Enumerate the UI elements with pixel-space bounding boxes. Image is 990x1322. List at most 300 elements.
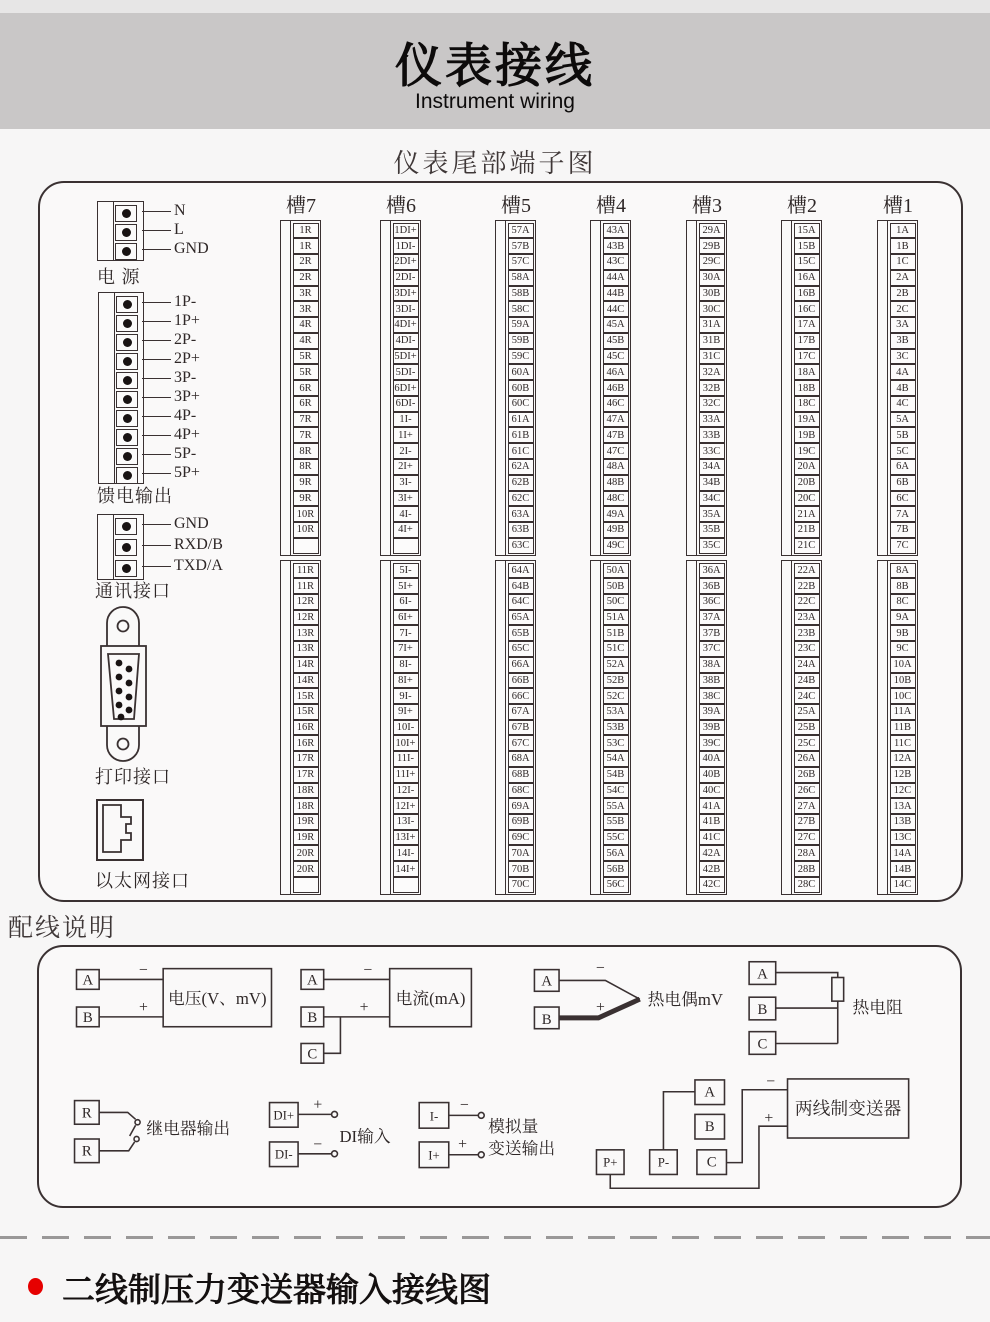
terminal-cells bbox=[603, 563, 629, 893]
page-title: 仪表接线 bbox=[395, 39, 595, 92]
terminal-cell: 35C bbox=[699, 538, 725, 554]
terminal-cell: 4I- bbox=[393, 506, 419, 522]
thermocouple-label: 热电偶mV bbox=[647, 990, 723, 1010]
terminal-cell: 17R bbox=[293, 767, 319, 783]
terminal-cell: 44A bbox=[603, 270, 629, 286]
terminal-cell: 14R bbox=[293, 673, 319, 689]
red-bullet-icon bbox=[28, 1278, 43, 1295]
terminal-cell: 54A bbox=[603, 751, 629, 767]
analog-out-label-1: 模拟量 bbox=[488, 1117, 539, 1137]
terminal-cell: 30B bbox=[699, 286, 725, 302]
terminal-cell: 47B bbox=[603, 427, 629, 443]
terminal-cell: 19R bbox=[293, 814, 319, 830]
terminal-cell: 6I+ bbox=[393, 610, 419, 626]
terminal-cell-blank bbox=[293, 538, 319, 554]
terminal-cell: 10C bbox=[890, 688, 916, 704]
terminal-cell: 58A bbox=[508, 270, 534, 286]
terminal-label: A bbox=[757, 966, 768, 983]
footer-heading: 二线制压力变送器输入接线图 bbox=[62, 1271, 491, 1308]
terminal-cell: 68B bbox=[508, 767, 534, 783]
wire bbox=[142, 435, 171, 437]
connector-pin bbox=[116, 410, 138, 427]
terminal-block bbox=[495, 560, 536, 895]
terminal-cell: 57C bbox=[508, 254, 534, 270]
open-terminal bbox=[332, 1151, 338, 1157]
wire bbox=[324, 1017, 341, 1053]
terminal-cell: 27A bbox=[794, 798, 820, 814]
terminal-cell: 7B bbox=[890, 522, 916, 538]
terminal-diagram-panel bbox=[38, 181, 963, 902]
terminal-cell: 27C bbox=[794, 830, 820, 846]
pin-dot-icon bbox=[123, 376, 132, 385]
terminal-cell: 4B bbox=[890, 380, 916, 396]
db9-connector-icon bbox=[95, 605, 155, 765]
terminal-cell: 6B bbox=[890, 475, 916, 491]
terminal-cell: 5I+ bbox=[393, 578, 419, 594]
terminal-block bbox=[590, 220, 631, 556]
terminal-cell: 17B bbox=[794, 333, 820, 349]
terminal-cell: 3R bbox=[293, 301, 319, 317]
terminal-label: C bbox=[307, 1046, 318, 1063]
terminal-cell: 3A bbox=[890, 317, 916, 333]
terminal-rail bbox=[696, 561, 697, 894]
transmitter-box-label: 两线制变送器 bbox=[794, 1098, 902, 1119]
terminal-cell: 21C bbox=[794, 538, 820, 554]
terminal-cell: 60B bbox=[508, 380, 534, 396]
terminal-cell: 11C bbox=[890, 735, 916, 751]
terminal-cell: 52C bbox=[603, 688, 629, 704]
terminal-cell: 20C bbox=[794, 491, 820, 507]
connector-terminal-label: 4P- bbox=[174, 406, 197, 424]
connector-terminal-label: N bbox=[174, 201, 186, 219]
terminal-cell: 12C bbox=[890, 783, 916, 799]
terminal-cell: 10R bbox=[293, 506, 319, 522]
terminal-cell: 33B bbox=[699, 427, 725, 443]
terminal-cell: 6DI+ bbox=[393, 380, 419, 396]
terminal-cells bbox=[699, 223, 725, 554]
rtd-label: 热电阻 bbox=[852, 997, 903, 1017]
terminal-cell: 17R bbox=[293, 751, 319, 767]
terminal-cell: 62B bbox=[508, 475, 534, 491]
terminal-rail bbox=[791, 561, 792, 894]
terminal-cell: 67B bbox=[508, 720, 534, 736]
terminal-cell: 53B bbox=[603, 720, 629, 736]
connector-terminal-label: TXD/A bbox=[174, 556, 223, 574]
terminal-cell: 36B bbox=[699, 578, 725, 594]
wire bbox=[142, 545, 171, 547]
terminal-cell: 1A bbox=[890, 223, 916, 239]
connector-terminal-label: 3P- bbox=[174, 368, 197, 386]
terminal-cell: 13R bbox=[293, 641, 319, 657]
terminal-cell: 56A bbox=[603, 845, 629, 861]
voltage-box-label: 电压(V、mV) bbox=[168, 989, 267, 1009]
connector-terminal-label: 1P+ bbox=[174, 311, 200, 329]
terminal-label: I+ bbox=[428, 1148, 440, 1163]
pin-dot-icon bbox=[122, 228, 131, 237]
terminal-cell: 9R bbox=[293, 475, 319, 491]
terminal-cell: 46A bbox=[603, 364, 629, 380]
terminal-cell: 46C bbox=[603, 396, 629, 412]
polarity-plus: + bbox=[359, 998, 369, 1016]
terminal-cell: 55C bbox=[603, 830, 629, 846]
terminal-label: B bbox=[757, 1001, 768, 1018]
terminal-cell: 4A bbox=[890, 364, 916, 380]
wiring-notes-title: 配线说明 bbox=[8, 915, 117, 942]
slot-title: 槽4 bbox=[596, 195, 626, 217]
terminal-cell: 41A bbox=[699, 798, 725, 814]
slot-title: 槽1 bbox=[883, 195, 913, 217]
terminal-cells bbox=[508, 563, 534, 893]
terminal-cell: 33A bbox=[699, 412, 725, 428]
terminal-cell: 49B bbox=[603, 522, 629, 538]
terminal-cell: 9B bbox=[890, 625, 916, 641]
terminal-cell: 46B bbox=[603, 380, 629, 396]
wire bbox=[142, 211, 171, 213]
terminal-cell: 3B bbox=[890, 333, 916, 349]
terminal-cell: 6A bbox=[890, 459, 916, 475]
terminal-cell: 44B bbox=[603, 286, 629, 302]
terminal-cell: 60A bbox=[508, 364, 534, 380]
connector-pin bbox=[115, 560, 137, 577]
terminal-cell: 9I+ bbox=[393, 704, 419, 720]
terminal-cell: 10I- bbox=[393, 720, 419, 736]
polarity-minus: − bbox=[460, 1096, 469, 1114]
terminal-cell: 36A bbox=[699, 563, 725, 579]
terminal-cell: 65A bbox=[508, 610, 534, 626]
terminal-cell: 18A bbox=[794, 364, 820, 380]
terminal-cell: 17C bbox=[794, 349, 820, 365]
connector-pin bbox=[115, 243, 137, 260]
slot-title: 槽3 bbox=[692, 195, 722, 217]
terminal-cell: 65B bbox=[508, 625, 534, 641]
terminal-cell: 3C bbox=[890, 349, 916, 365]
slot-title: 槽2 bbox=[787, 195, 817, 217]
terminal-cell: 32B bbox=[699, 380, 725, 396]
terminal-cell: 43A bbox=[603, 223, 629, 239]
terminal-cell: 14C bbox=[890, 877, 916, 893]
terminal-cell: 38B bbox=[699, 673, 725, 689]
terminal-cell: 5R bbox=[293, 364, 319, 380]
terminal-cell: 24B bbox=[794, 673, 820, 689]
terminal-cell: 2R bbox=[293, 270, 319, 286]
feed-output-label: 馈电输出 bbox=[97, 486, 173, 506]
terminal-block bbox=[781, 560, 822, 895]
terminal-cell: 54B bbox=[603, 767, 629, 783]
terminal-cell: 25B bbox=[794, 720, 820, 736]
terminal-cell: 11A bbox=[890, 704, 916, 720]
terminal-cell: 7R bbox=[293, 412, 319, 428]
terminal-cell: 4R bbox=[293, 317, 319, 333]
terminal-cell: 70A bbox=[508, 845, 534, 861]
polarity-minus: − bbox=[766, 1072, 776, 1090]
terminal-cell: 19B bbox=[794, 427, 820, 443]
terminal-cell: 31C bbox=[699, 349, 725, 365]
terminal-label: B bbox=[307, 1009, 318, 1026]
feed-output-block bbox=[98, 292, 144, 484]
wire bbox=[99, 1142, 134, 1151]
comm-port-label: 通讯接口 bbox=[95, 581, 171, 601]
wire bbox=[142, 359, 171, 361]
terminal-cell: 6DI- bbox=[393, 396, 419, 412]
terminal-cell: 40B bbox=[699, 767, 725, 783]
terminal-cells bbox=[393, 563, 419, 893]
wire bbox=[142, 473, 171, 475]
terminal-label: R bbox=[81, 1105, 92, 1122]
pin-dot-icon bbox=[123, 319, 132, 328]
connector-terminal-label: 2P- bbox=[174, 330, 197, 348]
terminal-cell: 12A bbox=[890, 751, 916, 767]
terminal-cell: 8I- bbox=[393, 657, 419, 673]
terminal-block bbox=[380, 220, 421, 556]
terminal-cell: 8R bbox=[293, 459, 319, 475]
terminal-cell: 32C bbox=[699, 396, 725, 412]
terminal-cell: 39B bbox=[699, 720, 725, 736]
terminal-cell: 2A bbox=[890, 270, 916, 286]
connector-terminal-label: 1P- bbox=[174, 292, 197, 310]
terminal-cell: 14I- bbox=[393, 845, 419, 861]
terminal-label: C bbox=[757, 1036, 768, 1053]
di-label: DI输入 bbox=[339, 1126, 391, 1146]
relay-blade bbox=[130, 1125, 136, 1136]
terminal-block bbox=[686, 220, 727, 556]
ethernet-port-label: 以太网接口 bbox=[95, 871, 190, 891]
connector-terminal-label: 5P- bbox=[174, 444, 197, 462]
terminal-cell: 15R bbox=[293, 704, 319, 720]
top-strip bbox=[0, 0, 990, 13]
wire bbox=[142, 230, 171, 232]
terminal-diagram-title: 仪表尾部端子图 bbox=[393, 149, 597, 178]
relay-contact bbox=[134, 1136, 139, 1141]
terminal-label: DI+ bbox=[273, 1108, 295, 1123]
terminal-cell: 28C bbox=[794, 877, 820, 893]
pin-dot-icon bbox=[122, 522, 131, 531]
terminal-cells bbox=[794, 223, 820, 554]
wiring-diagrams bbox=[37, 945, 958, 1204]
connector-terminal-label: 3P+ bbox=[174, 387, 200, 405]
terminal-cell: 54C bbox=[603, 783, 629, 799]
terminal-cell: 55A bbox=[603, 798, 629, 814]
relay-contact bbox=[135, 1120, 140, 1125]
terminal-cell: 12R bbox=[293, 594, 319, 610]
terminal-cells bbox=[890, 563, 916, 893]
terminal-cell: 28B bbox=[794, 861, 820, 877]
terminal-cell: 4R bbox=[293, 333, 319, 349]
power-block bbox=[97, 201, 144, 261]
terminal-cell-blank bbox=[393, 538, 419, 554]
terminal-cell: 59A bbox=[508, 317, 534, 333]
wire bbox=[142, 416, 171, 418]
terminal-cell: 7A bbox=[890, 506, 916, 522]
terminal-cell: 62A bbox=[508, 459, 534, 475]
terminal-cell: 23C bbox=[794, 641, 820, 657]
terminal-cell: 53A bbox=[603, 704, 629, 720]
terminal-cell: 41B bbox=[699, 814, 725, 830]
terminal-cell: 28A bbox=[794, 845, 820, 861]
polarity-plus: + bbox=[764, 1110, 774, 1128]
terminal-cell: 70B bbox=[508, 861, 534, 877]
terminal-cell: 1R bbox=[293, 223, 319, 239]
terminal-cell: 29C bbox=[699, 254, 725, 270]
connector-terminal-label: GND bbox=[174, 239, 209, 257]
terminal-cell: 11R bbox=[293, 563, 319, 579]
terminal-cell: 8B bbox=[890, 578, 916, 594]
polarity-plus: + bbox=[595, 998, 605, 1016]
wire bbox=[142, 249, 171, 251]
terminal-cell: 31B bbox=[699, 333, 725, 349]
wire bbox=[776, 1008, 838, 1043]
connector-pin bbox=[116, 315, 138, 332]
terminal-cell: 10B bbox=[890, 673, 916, 689]
terminal-cell: 13C bbox=[890, 830, 916, 846]
terminal-cell: 64A bbox=[508, 563, 534, 579]
terminal-cell: 38C bbox=[699, 688, 725, 704]
terminal-label: I- bbox=[429, 1109, 439, 1124]
terminal-cell: 16B bbox=[794, 286, 820, 302]
wire bbox=[99, 1112, 135, 1119]
pin-dot-icon bbox=[123, 395, 132, 404]
pin-dot-icon bbox=[123, 414, 132, 423]
printer-port-label: 打印接口 bbox=[95, 767, 171, 787]
terminal-cell: 1DI+ bbox=[393, 223, 419, 239]
terminal-cell: 13I- bbox=[393, 814, 419, 830]
terminal-cell: 7C bbox=[890, 538, 916, 554]
wire bbox=[142, 454, 171, 456]
terminal-cell: 6C bbox=[890, 491, 916, 507]
terminal-cell: 15B bbox=[794, 238, 820, 254]
terminal-cell: 32A bbox=[699, 364, 725, 380]
terminal-label: C bbox=[706, 1154, 717, 1171]
terminal-cell: 1I+ bbox=[393, 427, 419, 443]
page-subtitle: Instrument wiring bbox=[415, 90, 575, 113]
terminal-cell: 5A bbox=[890, 412, 916, 428]
terminal-cell: 23A bbox=[794, 610, 820, 626]
terminal-cell: 65C bbox=[508, 641, 534, 657]
terminal-block bbox=[380, 560, 421, 895]
slot-title: 槽5 bbox=[501, 195, 531, 217]
terminal-rail bbox=[505, 561, 506, 894]
terminal-cell: 45C bbox=[603, 349, 629, 365]
terminal-cell: 47A bbox=[603, 412, 629, 428]
terminal-cell: 16R bbox=[293, 720, 319, 736]
connector-pin bbox=[116, 448, 138, 465]
terminal-cell: 48B bbox=[603, 475, 629, 491]
open-terminal bbox=[332, 1111, 338, 1117]
terminal-block bbox=[590, 560, 631, 895]
terminal-cell: 12I- bbox=[393, 783, 419, 799]
connector-pin bbox=[116, 296, 138, 313]
terminal-cell: 58C bbox=[508, 301, 534, 317]
terminal-cell: 5B bbox=[890, 427, 916, 443]
slot-title: 槽6 bbox=[386, 195, 416, 217]
terminal-cell: 10I+ bbox=[393, 735, 419, 751]
terminal-rail bbox=[600, 221, 601, 555]
terminal-cell: 18R bbox=[293, 783, 319, 799]
relay-label: 继电器输出 bbox=[146, 1119, 231, 1139]
terminal-cell: 19R bbox=[293, 830, 319, 846]
terminal-cell: 22A bbox=[794, 563, 820, 579]
terminal-block bbox=[280, 220, 321, 556]
open-terminal bbox=[478, 1152, 484, 1158]
terminal-cell: 16A bbox=[794, 270, 820, 286]
terminal-cell: 4I+ bbox=[393, 522, 419, 538]
page-header bbox=[0, 13, 990, 129]
terminal-cell: 47C bbox=[603, 443, 629, 459]
terminal-cell: 10A bbox=[890, 657, 916, 673]
terminal-cell: 20B bbox=[794, 475, 820, 491]
connector-pin bbox=[116, 429, 138, 446]
terminal-cell: 49C bbox=[603, 538, 629, 554]
polarity-plus: + bbox=[313, 1096, 323, 1114]
terminal-cell: 24C bbox=[794, 688, 820, 704]
terminal-cell: 42C bbox=[699, 877, 725, 893]
wire bbox=[776, 973, 838, 978]
terminal-cell: 24A bbox=[794, 657, 820, 673]
terminal-cell: 17A bbox=[794, 317, 820, 333]
terminal-label: DI- bbox=[274, 1147, 293, 1162]
terminal-cell: 69C bbox=[508, 830, 534, 846]
wire bbox=[142, 321, 171, 323]
pin-dot-icon bbox=[122, 247, 131, 256]
terminal-cell: 43C bbox=[603, 254, 629, 270]
terminal-cell: 8C bbox=[890, 594, 916, 610]
terminal-cell: 8R bbox=[293, 443, 319, 459]
terminal-cell: 48C bbox=[603, 491, 629, 507]
terminal-cell: 34C bbox=[699, 491, 725, 507]
wire bbox=[142, 378, 171, 380]
terminal-cell: 20A bbox=[794, 459, 820, 475]
terminal-cell: 39C bbox=[699, 735, 725, 751]
terminal-block bbox=[877, 220, 918, 556]
polarity-minus: − bbox=[363, 961, 373, 979]
terminal-cell: 19A bbox=[794, 412, 820, 428]
terminal-cell: 66A bbox=[508, 657, 534, 673]
terminal-cell: 3DI- bbox=[393, 301, 419, 317]
terminal-cell: 57B bbox=[508, 238, 534, 254]
terminal-rail bbox=[290, 221, 291, 555]
terminal-cell: 39A bbox=[699, 704, 725, 720]
wire bbox=[142, 397, 171, 399]
terminal-cell: 70C bbox=[508, 877, 534, 893]
terminal-cells bbox=[508, 223, 534, 554]
connector-pin bbox=[116, 467, 138, 484]
pin-dot-icon bbox=[122, 209, 131, 218]
terminal-cell: 3I- bbox=[393, 475, 419, 491]
terminal-cell: 16C bbox=[794, 301, 820, 317]
terminal-cell: 55B bbox=[603, 814, 629, 830]
terminal-cell: 8I+ bbox=[393, 673, 419, 689]
terminal-cell: 12B bbox=[890, 767, 916, 783]
terminal-cell: 52B bbox=[603, 673, 629, 689]
terminal-cell: 59C bbox=[508, 349, 534, 365]
terminal-rail bbox=[887, 221, 888, 555]
terminal-label: B bbox=[82, 1009, 93, 1026]
pin-dot-icon bbox=[123, 300, 132, 309]
terminal-cell: 2R bbox=[293, 254, 319, 270]
terminal-cell: 61B bbox=[508, 427, 534, 443]
terminal-cell: 13B bbox=[890, 814, 916, 830]
comm-block bbox=[97, 514, 144, 580]
terminal-cell: 25A bbox=[794, 704, 820, 720]
terminal-cell: 62C bbox=[508, 491, 534, 507]
terminal-cell: 3DI+ bbox=[393, 286, 419, 302]
terminal-rail bbox=[696, 221, 697, 555]
terminal-rail bbox=[390, 221, 391, 555]
terminal-cell: 42A bbox=[699, 845, 725, 861]
terminal-cell: 15A bbox=[794, 223, 820, 239]
terminal-cell: 11R bbox=[293, 578, 319, 594]
terminal-cell: 68C bbox=[508, 783, 534, 799]
terminal-cell: 5R bbox=[293, 349, 319, 365]
